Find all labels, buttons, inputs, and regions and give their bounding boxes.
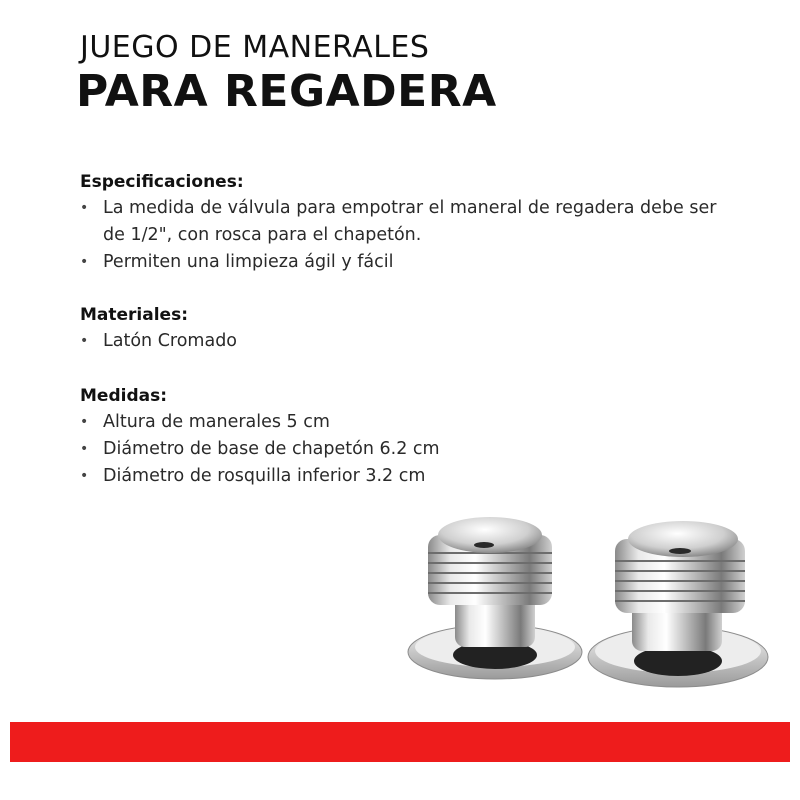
right-handle [588,521,768,687]
materials-title: Materiales: [80,305,189,325]
bullet-icon: • [80,441,89,457]
materials-list [80,328,740,355]
product-image [400,505,780,705]
left-handle [408,517,582,679]
title-line-1: JUEGO DE MANERALES [80,30,430,65]
specs-title: Especificaciones: [80,172,244,192]
list-item-text: Diámetro de base de chapetón 6.2 cm [103,439,440,459]
list-item-text: La medida de válvula para empotrar el maneral de regadera debe ser de 1/2", con rosca para el chapetón. [103,198,717,245]
bullet-icon: • [80,414,89,430]
list-item [80,436,740,463]
title-line-2: PARA REGADERA [76,66,497,117]
list-item [80,249,740,276]
list-item-text: Diámetro de rosquilla inferior 3.2 cm [103,466,426,486]
bullet-icon: • [80,254,89,270]
bullet-icon: • [80,200,89,216]
measures-section [80,386,740,490]
materials-section [80,305,740,355]
list-item-text: Latón Cromado [103,331,238,351]
specs-list [80,195,740,276]
measures-list [80,409,740,490]
list-item-text: Permiten una limpieza ágil y fácil [103,252,394,272]
list-item [80,328,740,355]
measures-title: Medidas: [80,386,168,406]
specs-section [80,172,740,276]
bullet-icon: • [80,468,89,484]
red-band [10,722,790,762]
list-item [80,195,740,249]
list-item [80,463,740,490]
list-item [80,409,740,436]
list-item-text: Altura de manerales 5 cm [103,412,330,432]
bullet-icon: • [80,333,89,349]
